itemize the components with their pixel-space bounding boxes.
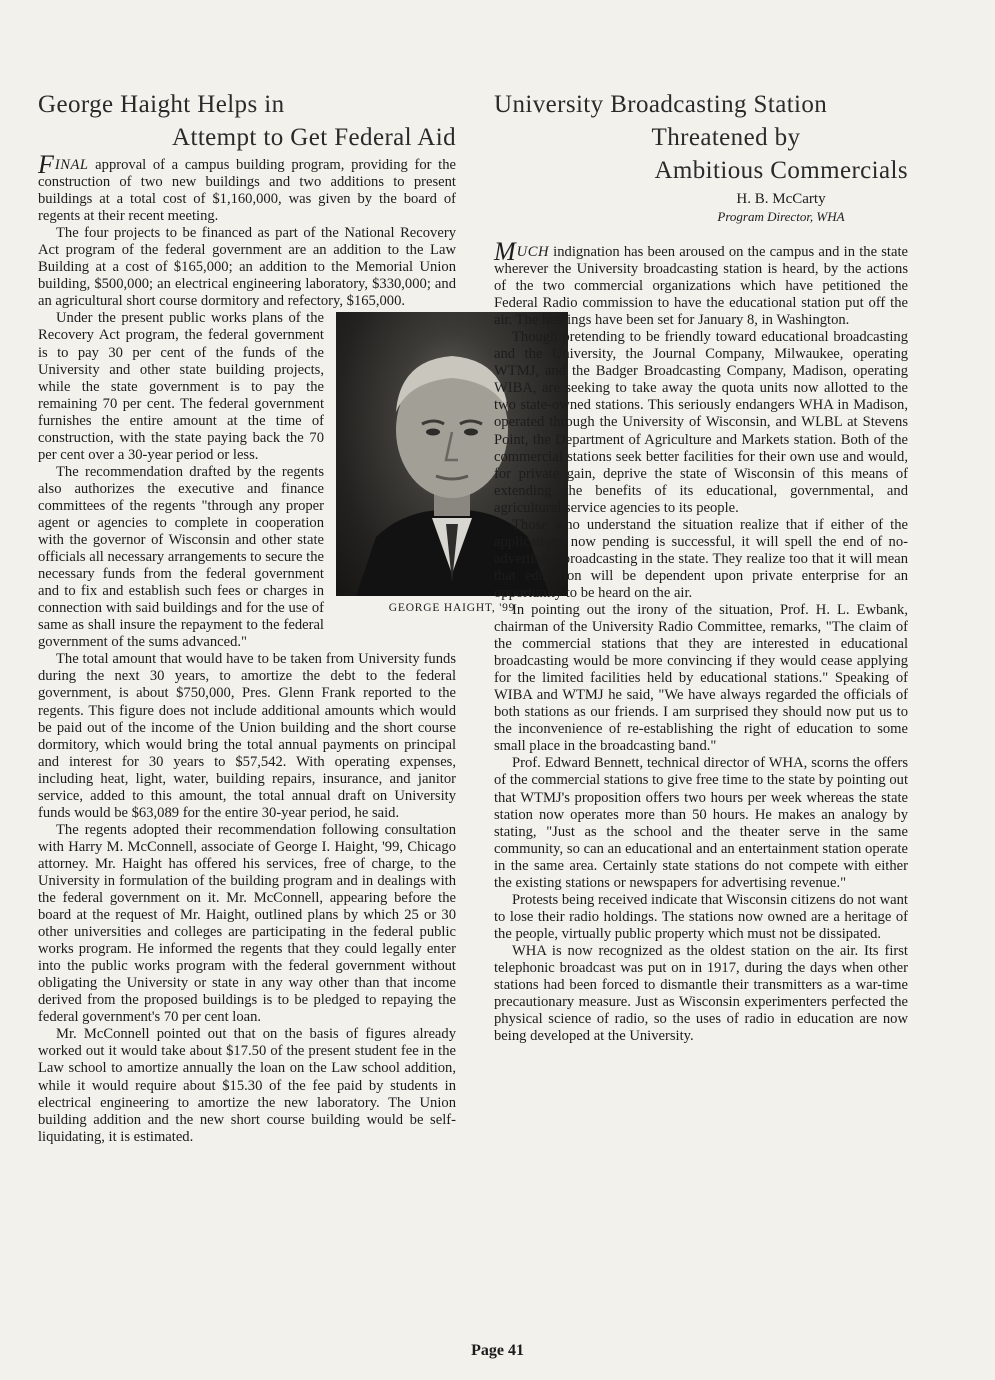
right-lead-word: UCH — [516, 244, 549, 260]
right-article-title — [494, 88, 908, 187]
right-paragraph-3: Those who understand the situation realize that if either of the applications now pending is successful, it will spell the end of no-advertising broadcasting in the state. They realize too that it will mean that education will be dependent upon private enterprise for an opportunity to be heard on the air. — [494, 516, 908, 601]
author-byline: H. B. McCarty — [736, 191, 826, 207]
left-paragraph-6: The regents adopted their recommendation following consultation with Harry M. McConnell, associate of George I. Haight, '99, Chicago attorney. Mr. Haight has offered his services, free of charge, to the University in formulation of the building program and in dealings with the federal government on it. Mr. McConnell, appearing before the board at the request of Mr. Haight, outlined plans by which 25 or 30 other universities and colleges are participating in the federal public works program. He informed the regents that they could legally enter into the public works program with the federal government without obligating the University or state in any way other than that income derived from the proposed buildings is to be pledged to repaying the federal government's 70 per cent loan. — [38, 821, 456, 1026]
left-title-line-1: George Haight Helps in — [38, 91, 285, 118]
left-paragraph-1-text: approval of a campus building program, providing for the construction of two new buildings and two additions to present buildings at a total cost of $1,160,000, was given by the board of regents at their recent meeting. — [38, 157, 456, 225]
left-paragraph-7: Mr. McConnell pointed out that on the basis of figures already worked out it would take about $17.50 of the present student fee in the Law school to amortize annually the loan on the Law school addition, while it would require about $15.30 of the fee paid by students in electrical engineering to amortize the new laboratory. The Union building addition and the new short course building would be self-liquidating, it is estimated. — [38, 1026, 456, 1145]
right-title-line-3: Ambitious Commercials — [654, 157, 908, 184]
left-paragraph-5: The total amount that would have to be taken from University funds during the next 30 years, to amortize the debt to the federal government, is about $750,000, Pres. Glenn Frank reported to the regents. This figure does not include additional amounts which would be paid out of the income of the Union building and the short course dormitory, which would bring the total annual payments on principal and interest for 30 years to $57,542. With operating expenses, including heat, light, water, building repairs, insurance, and janitor service, added to this amount, the total annual draft on University funds would be $63,089 for the entire 30-year period, he said. — [38, 651, 456, 821]
left-paragraph-1 — [38, 150, 456, 225]
left-paragraph-3: Under the present public works plans of the Recovery Act program, the federal government is to pay 30 per cent of the funds of the University and other state building projects, while the state government is to pay the remaining 70 per cent. The federal government furnishes the entire amount at the time of construction, with the state paying back the 70 per cent over a 30-year period or less. — [38, 310, 324, 463]
right-paragraph-1 — [494, 237, 908, 329]
left-article-title — [38, 88, 456, 154]
right-title-line-2: Threatened by — [651, 124, 801, 151]
right-paragraph-2: Though pretending to be friendly toward educational broadcasting and the University, the Journal Company, Milwaukee, operating WTMJ, and the Badger Broadcasting Company, Madison, operating WIBA, are seeking to take away the quota units now allotted to the two state-owned stations. This seriously endangers WHA in Madison, operated through the University of Wisconsin, and WLBL at Stevens Point, the Department of Agriculture and Markets station. Both of the commercial stations seek better facilities for their own use and would, for private gain, deprive the state of Wisconsin of this means of extending the benefits of its educational, governmental, and agricultural service agencies to its people. — [494, 329, 908, 516]
left-lead-word: INAL — [54, 157, 89, 173]
right-paragraph-1-text: indignation has been aroused on the campus and in the state wherever the University broadcasting station is heard, by the actions of the two commercial organizations which have petitioned the Federal Radio commission to have the educational station put off the air. The hearings have been set for January 8, in Washington. — [494, 244, 908, 329]
right-paragraph-5: Prof. Edward Bennett, technical director of WHA, scorns the offers of the commercial stations to give free time to the state by pointing out that WTMJ's proposition offers two hours per week whereas the state station now operates more than 50 hours. He makes an analogy by stating, "Just as the school and the theater serve in the same community, so can an educational and an entertainment station operate in the same area. Certainly state stations do not compete with either the existing stations or newspapers for advertising revenue." — [494, 755, 908, 891]
portrait-caption: GEORGE HAIGHT, '99 — [388, 602, 516, 615]
right-title-line-1: University Broadcasting Station — [494, 91, 828, 118]
right-article — [494, 88, 908, 1045]
right-paragraph-6: Protests being received indicate that Wisconsin citizens do not want to lose their radio holdings. The stations now owned are a heritage of the people, virtually public property which must not be dissipated. — [494, 891, 908, 942]
left-title-line-2: Attempt to Get Federal Aid — [172, 124, 456, 151]
right-paragraph-7: WHA is now recognized as the oldest station on the air. Its first telephonic broadcast was put on in 1917, during the days when other stations had been forced to dismantle their transmitters as a war-time precautionary measure. Just as Wisconsin experimenters perfected the physical science of radio, so the uses of radio in education are now being developed at the University. — [494, 942, 908, 1045]
author-role: Program Director, WHA — [717, 209, 845, 224]
left-paragraph-4: The recommendation drafted by the regents also authorizes the executive and finance committees of the regents "through any proper agent or agencies to complete in cooperation with the governor of Wisconsin and other state officials all necessary arrangements to secure the necessary funds from the federal government and to fix and establish such fees or charges in connection with said buildings and for the use of same as shall insure the repayment to the federal government of the sums advanced." — [38, 463, 324, 651]
right-dropcap: M — [494, 237, 516, 266]
page-number: Page 41 — [471, 1342, 524, 1359]
right-paragraph-4: In pointing out the irony of the situation, Prof. H. L. Ewbank, chairman of the University Radio Committee, remarks, "The claim of the commercial stations that they are interested in educational broadcasting would be more convincing if they would cease applying for the limited facilities held by educational stations." Speaking of WIBA and WTMJ he said, "We have always regarded the officials of both stations as our friends. I am surprised they should now put us to the inconvenience of re-establishing the right of education to some small place in the broadcasting band." — [494, 601, 908, 755]
left-article — [38, 88, 516, 1146]
left-paragraph-2: The four projects to be financed as part of the National Recovery Act program of the federal government are an addition to the Law Building at a cost of $165,000; an addition to the Memorial Union building, $500,000; an electrical engineering laboratory, $330,000; and an agricultural short course dormitory and refectory, $165,000. — [38, 225, 456, 310]
left-dropcap: F — [38, 150, 54, 179]
right-paragraph-2-start — [494, 329, 908, 517]
